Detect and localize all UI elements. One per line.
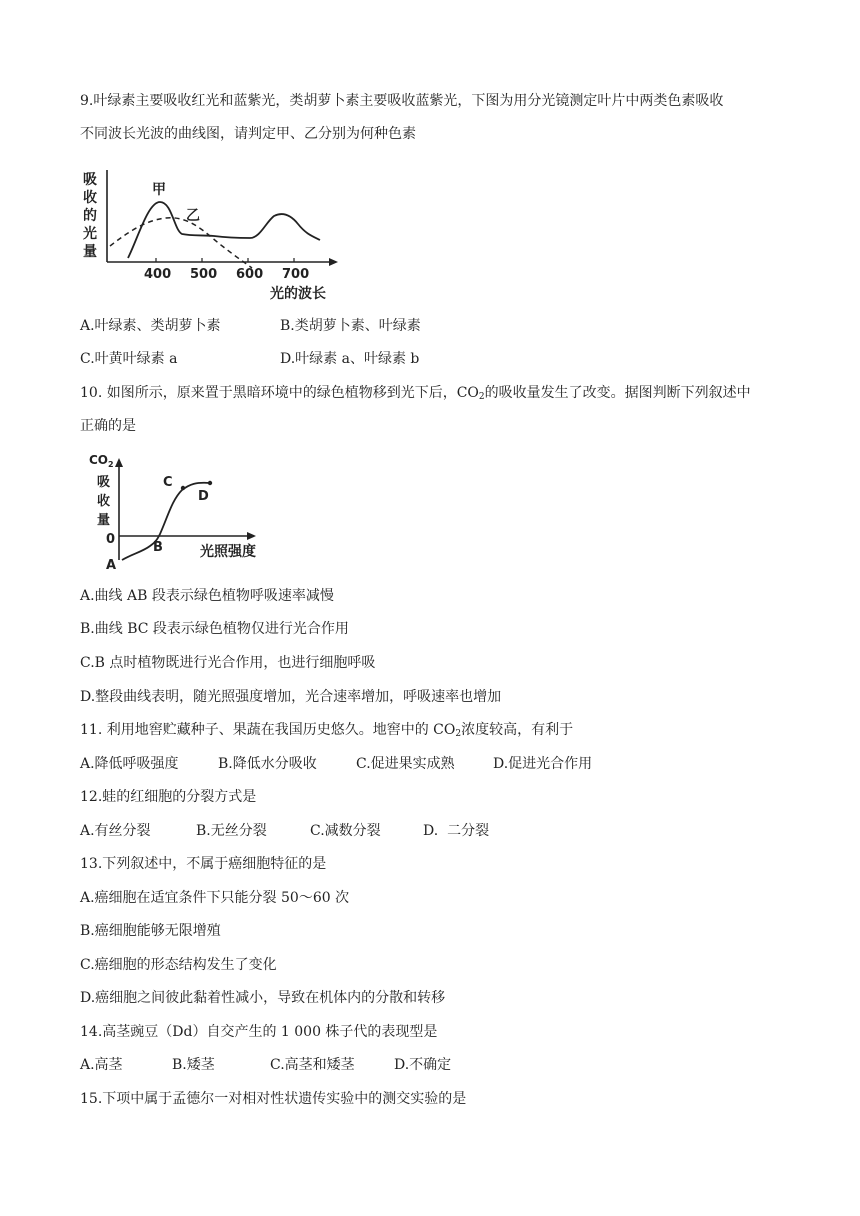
q10-ylabel-char: 收: [97, 494, 111, 509]
q11-option-c: C.促进果实成熟: [356, 756, 455, 772]
q13-stem: 13.下列叙述中，不属于癌细胞特征的是: [80, 856, 327, 872]
q10-point-c: [181, 486, 185, 490]
q9-absorption-figure: [80, 150, 350, 302]
q10-x-arrow: [247, 532, 256, 540]
q10-y-arrow: [115, 458, 123, 467]
q10-option-a: A.曲线 AB 段表示绿色植物呼吸速率减慢: [80, 588, 334, 604]
q11-option-d: D.促进光合作用: [493, 756, 593, 772]
q10-point-c-label: C: [163, 475, 173, 490]
q9-option-c: C.叶黄叶绿素 a: [80, 351, 178, 367]
q10-curve: [122, 483, 210, 560]
q14-option-a: A.高茎: [80, 1057, 123, 1073]
q11-stem: [80, 721, 573, 739]
q10-option-b: B.曲线 BC 段表示绿色植物仅进行光合作用: [80, 621, 349, 637]
q14-option-d: D.不确定: [394, 1057, 452, 1073]
q14-option-c: C.高茎和矮茎: [270, 1057, 355, 1073]
q9-xlabel: 光的波长: [270, 286, 326, 302]
q9-ylabel-char: 量: [83, 244, 97, 260]
q13-option-b: B.癌细胞能够无限增殖: [80, 923, 221, 939]
q14-option-b: B.矮茎: [172, 1057, 215, 1073]
q9-curve-yi: [110, 218, 252, 268]
q9-tick-label: 700: [282, 267, 310, 282]
q11-option-a: A.降低呼吸强度: [80, 756, 179, 772]
q9-tick-label: 400: [144, 267, 172, 282]
q10-point-b-label: B: [153, 540, 163, 555]
q9-tick-label: 500: [190, 267, 218, 282]
q9-curve-jia: [128, 202, 320, 258]
q10-point-a-label: A: [106, 558, 117, 573]
q9-curve-yi-label: 乙: [186, 208, 200, 224]
q12-option-c: C.减数分裂: [310, 823, 381, 839]
q9-ylabel-char: 吸: [83, 172, 97, 188]
q9-ylabel-char: 的: [83, 208, 97, 224]
q12-option-a: A.有丝分裂: [80, 823, 151, 839]
q10-ylabel-co: CO: [89, 453, 109, 467]
q9-ylabel-char: 光: [83, 226, 97, 242]
q13-option-a: A.癌细胞在适宜条件下只能分裂 50～60 次: [80, 890, 350, 906]
q9-ylabel-char: 收: [83, 190, 97, 206]
q11-stem-pre: 11. 利用地窖贮藏种子、果蔬在我国历史悠久。地窖中的 CO: [80, 722, 456, 738]
q10-co2-figure: [80, 450, 290, 578]
q14-stem: 14.高茎豌豆（Dd）自交产生的 1 000 株子代的表现型是: [80, 1024, 438, 1040]
q10-ylabel-co-sub: 2: [108, 460, 114, 469]
q10-option-d: D.整段曲线表明，随光照强度增加，光合速率增加，呼吸速率也增加: [80, 689, 502, 705]
q9-option-b: B.类胡萝卜素、叶绿素: [280, 318, 421, 334]
q9-stem-line2: 不同波长光波的曲线图，请判定甲、乙分别为何种色素: [80, 126, 416, 142]
q10-stem-pre: 10. 如图所示，原来置于黑暗环境中的绿色植物移到光下后，CO: [80, 385, 479, 401]
q11-option-b: B.降低水分吸收: [218, 756, 317, 772]
q9-option-a: A.叶绿素、类胡萝卜素: [80, 318, 221, 334]
q10-ylabel-top: [89, 453, 114, 469]
q12-stem: 12.蛙的红细胞的分裂方式是: [80, 789, 257, 805]
q11-stem-sub: 2: [455, 729, 462, 739]
q15-stem: 15.下项中属于孟德尔一对相对性状遗传实验中的测交实验的是: [80, 1091, 467, 1107]
q10-stem-line1: [80, 384, 751, 402]
q9-curve-jia-label: 甲: [152, 182, 166, 198]
q10-stem-post: 的吸收量发生了改变。据图判断下列叙述中: [484, 385, 751, 401]
q9-tick-label: 600: [236, 267, 264, 282]
q9-option-d: D.叶绿素 a、叶绿素 b: [280, 351, 420, 367]
q9-x-arrow: [329, 258, 338, 266]
q10-ylabel-char: 量: [97, 513, 111, 528]
q11-stem-post: 浓度较高，有利于: [461, 722, 574, 738]
q10-point-d-label: D: [198, 489, 209, 504]
q10-xlabel: 光照强度: [200, 544, 256, 560]
q10-point-d: [208, 481, 212, 485]
q10-ylabel-char: 吸: [97, 475, 111, 490]
q13-option-c: C.癌细胞的形态结构发生了变化: [80, 957, 277, 973]
q10-option-c: C.B 点时植物既进行光合作用，也进行细胞呼吸: [80, 655, 376, 671]
q10-zero-label: 0: [106, 532, 116, 547]
q10-stem-sub: 2: [478, 392, 485, 402]
q13-option-d: D.癌细胞之间彼此黏着性减小，导致在机体内的分散和转移: [80, 990, 446, 1006]
q12-option-d: D. 二分裂: [423, 823, 490, 839]
q9-stem-line1: 9.叶绿素主要吸收红光和蓝紫光，类胡萝卜素主要吸收蓝紫光，下图为用分光镜测定叶片中两类色素吸收: [80, 93, 724, 109]
q12-option-b: B.无丝分裂: [196, 823, 267, 839]
q10-stem-line2: 正确的是: [80, 418, 136, 434]
